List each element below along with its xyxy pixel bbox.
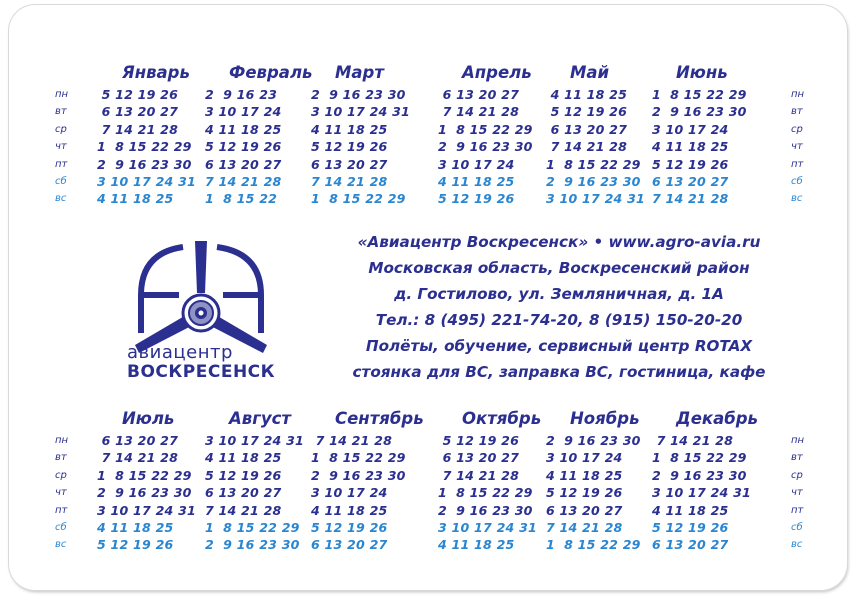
weekday-label: чт <box>55 487 67 499</box>
date-row: 4 11 18 25 <box>546 467 623 483</box>
date-row: 6 13 20 27 <box>311 156 388 172</box>
date-row: 5 12 19 26 <box>311 139 388 155</box>
date-row: 4 11 18 25 <box>311 502 388 518</box>
weekday-label: пт <box>791 504 804 516</box>
date-row: 5 12 19 26 <box>652 156 729 172</box>
month-name: Декабрь <box>676 409 758 428</box>
date-row: 6 13 20 27 <box>652 174 729 189</box>
date-row: 6 13 20 27 <box>97 433 179 448</box>
date-row: 6 13 20 27 <box>438 87 520 102</box>
date-row: 2 9 16 23 30 <box>311 87 406 102</box>
date-row: 7 14 21 28 <box>97 450 179 466</box>
date-row: 4 11 18 25 <box>652 139 729 155</box>
date-row: 2 9 16 23 30 <box>546 433 641 448</box>
weekday-label: ср <box>55 123 67 135</box>
date-row: 4 11 18 25 <box>97 520 174 535</box>
date-row: 6 13 20 27 <box>97 104 179 120</box>
month-name: Июль <box>122 409 175 428</box>
date-row: 6 13 20 27 <box>205 485 282 501</box>
weekday-label: чт <box>791 141 803 153</box>
info-line-3: д. Гостилово, ул. Земляничная, д. 1А <box>394 285 724 303</box>
weekday-label: вт <box>55 452 67 464</box>
weekday-label: сб <box>791 176 803 187</box>
month-name: Август <box>229 409 291 428</box>
month-name: Ноябрь <box>570 409 640 428</box>
month-name: Январь <box>122 63 190 82</box>
date-row: 5 12 19 26 <box>311 520 388 535</box>
weekday-label: ср <box>791 123 803 135</box>
month-name: Март <box>335 63 384 82</box>
info-line-2: Московская область, Воскресенский район <box>368 259 750 277</box>
date-row: 2 9 16 23 30 <box>205 537 300 553</box>
date-row: 7 14 21 28 <box>97 121 179 137</box>
date-row: 4 11 18 25 <box>438 537 515 553</box>
date-row: 6 13 20 27 <box>205 156 282 172</box>
date-row: 5 12 19 26 <box>97 537 174 553</box>
weekday-label: вт <box>791 106 803 118</box>
weekday-label: вт <box>791 452 803 464</box>
date-row: 4 11 18 25 <box>97 191 174 207</box>
date-row: 7 14 21 28 <box>311 433 393 448</box>
date-row: 2 9 16 23 30 <box>97 156 192 172</box>
month-name: Октябрь <box>462 409 542 428</box>
date-row: 3 10 17 24 31 <box>438 520 538 535</box>
date-row: 3 10 17 24 <box>546 450 623 466</box>
date-row: 1 8 15 22 29 <box>546 156 641 172</box>
date-row: 1 8 15 22 29 <box>652 87 747 102</box>
date-row: 2 9 16 23 <box>205 87 278 102</box>
date-row: 7 14 21 28 <box>438 104 520 120</box>
date-row: 7 14 21 28 <box>546 139 628 155</box>
weekday-label: вс <box>791 193 803 205</box>
date-row: 2 9 16 23 30 <box>546 174 641 189</box>
date-row: 3 10 17 24 31 <box>97 174 197 189</box>
weekday-label: ср <box>55 469 67 481</box>
weekday-label: ср <box>791 469 803 481</box>
weekday-label: пт <box>791 158 804 170</box>
date-row: 7 14 21 28 <box>652 191 729 207</box>
date-row: 7 14 21 28 <box>205 174 282 189</box>
weekday-label: пн <box>791 89 805 100</box>
weekday-label: пт <box>55 504 68 516</box>
date-row: 5 12 19 26 <box>97 87 179 102</box>
date-row: 7 14 21 28 <box>205 502 282 518</box>
date-row: 7 14 21 28 <box>438 467 520 483</box>
date-row: 6 13 20 27 <box>652 537 729 553</box>
date-row: 3 10 17 24 31 <box>97 502 197 518</box>
logo-text-line2: ВОСКРЕСЕНСК <box>127 362 276 382</box>
weekday-label: вс <box>55 539 67 551</box>
info-line-4: Тел.: 8 (495) 221-74-20, 8 (915) 150-20-20 <box>375 311 743 329</box>
info-line-5: Полёты, обучение, сервисный центр ROTAX <box>365 337 753 355</box>
date-row: 3 10 17 24 31 <box>311 104 411 120</box>
date-row: 5 12 19 26 <box>546 104 628 120</box>
date-row: 5 12 19 26 <box>438 191 515 207</box>
date-row: 7 14 21 28 <box>311 174 388 189</box>
weekday-label: сб <box>791 522 803 533</box>
date-row: 4 11 18 25 <box>205 450 282 466</box>
date-row: 5 12 19 26 <box>652 520 729 535</box>
info-line-1: «Авиацентр Воскресенск» • www.agro-avia.ru <box>357 233 761 251</box>
date-row: 1 8 15 22 29 <box>97 139 192 155</box>
date-row: 4 11 18 25 <box>205 121 282 137</box>
date-row: 6 13 20 27 <box>546 502 623 518</box>
month-name: Сентябрь <box>335 409 424 428</box>
date-row: 5 12 19 26 <box>205 467 282 483</box>
date-row: 2 9 16 23 30 <box>311 467 406 483</box>
date-row: 3 10 17 24 <box>205 104 282 120</box>
calendar-card <box>9 5 847 590</box>
date-row: 4 11 18 25 <box>438 174 515 189</box>
date-row: 4 11 18 25 <box>311 121 388 137</box>
month-name: Февраль <box>229 63 313 82</box>
date-row: 1 8 15 22 29 <box>438 121 533 137</box>
weekday-label: вс <box>55 193 67 205</box>
date-row: 1 8 15 22 29 <box>652 450 747 466</box>
date-row: 2 9 16 23 30 <box>97 485 192 501</box>
date-row: 1 8 15 22 29 <box>97 467 192 483</box>
month-name: Июнь <box>676 63 728 82</box>
month-name: Апрель <box>462 63 532 82</box>
date-row: 6 13 20 27 <box>311 537 388 553</box>
date-row: 2 9 16 23 30 <box>652 467 747 483</box>
date-row: 3 10 17 24 <box>438 156 515 172</box>
weekday-label: сб <box>55 176 67 187</box>
date-row: 1 8 15 22 29 <box>438 485 533 501</box>
weekday-label: пн <box>55 435 69 446</box>
date-row: 1 8 15 22 29 <box>311 191 406 207</box>
date-row: 5 12 19 26 <box>438 433 520 448</box>
date-row: 1 8 15 22 29 <box>205 520 300 535</box>
date-row: 2 9 16 23 30 <box>438 139 533 155</box>
date-row: 6 13 20 27 <box>438 450 520 466</box>
weekday-label: пн <box>55 89 69 100</box>
date-row: 5 12 19 26 <box>205 139 282 155</box>
weekday-label: чт <box>55 141 67 153</box>
date-row: 4 11 18 25 <box>546 87 628 102</box>
date-row: 2 9 16 23 30 <box>652 104 747 120</box>
weekday-label: пт <box>55 158 68 170</box>
date-row: 3 10 17 24 <box>311 485 388 501</box>
date-row: 2 9 16 23 30 <box>438 502 533 518</box>
weekday-label: сб <box>55 522 67 533</box>
date-row: 3 10 17 24 31 <box>652 485 752 501</box>
weekday-label: чт <box>791 487 803 499</box>
weekday-label: вс <box>791 539 803 551</box>
date-row: 7 14 21 28 <box>652 433 734 448</box>
logo-text-line1: авиацентр <box>127 342 233 363</box>
weekday-label: вт <box>55 106 67 118</box>
weekday-label: пн <box>791 435 805 446</box>
date-row: 4 11 18 25 <box>652 502 729 518</box>
date-row: 5 12 19 26 <box>546 485 623 501</box>
date-row: 7 14 21 28 <box>546 520 623 535</box>
date-row: 3 10 17 24 <box>652 121 729 137</box>
info-line-6: стоянка для ВС, заправка ВС, гостиница, кафе <box>352 363 766 381</box>
date-row: 6 13 20 27 <box>546 121 628 137</box>
date-row: 1 8 15 22 29 <box>546 537 641 553</box>
month-name: Май <box>570 63 610 82</box>
date-row: 1 8 15 22 <box>205 191 278 207</box>
date-row: 3 10 17 24 31 <box>205 433 305 448</box>
date-row: 1 8 15 22 29 <box>311 450 406 466</box>
date-row: 3 10 17 24 31 <box>546 191 646 207</box>
